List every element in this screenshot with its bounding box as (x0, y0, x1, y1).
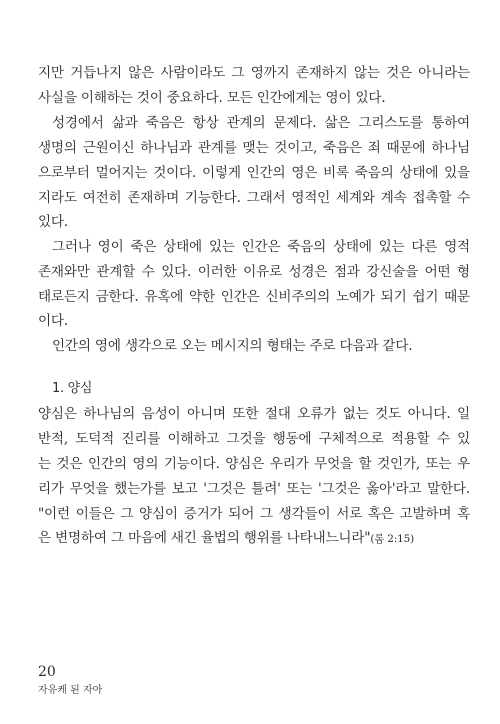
body-line: 지만 거듭나지 않은 사람이라도 그 영까지 존재하지 않는 것은 아니라는 (38, 65, 470, 81)
body-line: 이다. (38, 313, 68, 329)
body-line: 지라도 여전히 존재하며 기능한다. 그래서 영적인 세계와 계속 접촉할 수 (38, 190, 470, 206)
body-line: 양심은 하나님의 음성이 아니며 또한 절대 오류가 없는 것도 아니다. 일 (38, 406, 470, 422)
body-line: 존재와만 관계할 수 있다. 이러한 이유로 성경은 점과 강신술을 어떤 형 (38, 264, 470, 280)
body-line: 리가 무엇을 했는가를 보고 '그것은 틀려' 또는 '그것은 옳아'라고 말한다. (38, 481, 470, 497)
section-heading: 1. 양심 (52, 381, 93, 396)
body-line: 생명의 근원이신 하나님과 관계를 맺는 것이고, 죽음은 죄 때문에 하나님 (38, 140, 470, 156)
body-line: "이런 이들은 그 양심이 증거가 되어 그 생각들이 서로 혹은 고발하며 혹 (38, 506, 470, 522)
quote-text: 은 변명하여 그 마음에 새긴 율법의 행위를 나타내느니라" (38, 530, 371, 546)
body-line: 반적, 도덕적 진리를 이해하고 그것을 행동에 구체적으로 적용할 수 있 (38, 431, 470, 447)
page-number: 20 (38, 664, 56, 680)
body-line: 으로부터 멀어지는 것이다. 이렇게 인간의 영은 비록 죽음의 상태에 있을 (38, 165, 470, 181)
scripture-reference: (롬 2:15) (370, 533, 414, 545)
body-line: 있다. (38, 214, 68, 230)
body-line: 사실을 이해하는 것이 중요하다. 모든 인간에게는 영이 있다. (38, 90, 386, 106)
running-footer-title: 자유케 된 자아 (38, 685, 103, 696)
body-line: 는 것은 인간의 영의 기능이다. 양심은 우리가 무엇을 할 것인가, 또는 우 (38, 456, 470, 472)
body-line: 태로든지 금한다. 유혹에 약한 인간은 신비주의의 노예가 되기 쉽기 때문 (38, 289, 470, 305)
body-line-quote (38, 527, 470, 550)
body-line: 그러나 영이 죽은 상태에 있는 인간은 죽음의 상태에 있는 다른 영적 (52, 239, 470, 255)
body-line: 성경에서 삶과 죽음은 항상 관계의 문제다. 삶은 그리스도를 통하여 (52, 115, 470, 131)
body-line: 인간의 영에 생각으로 오는 메시지의 형태는 주로 다음과 같다. (52, 338, 413, 354)
